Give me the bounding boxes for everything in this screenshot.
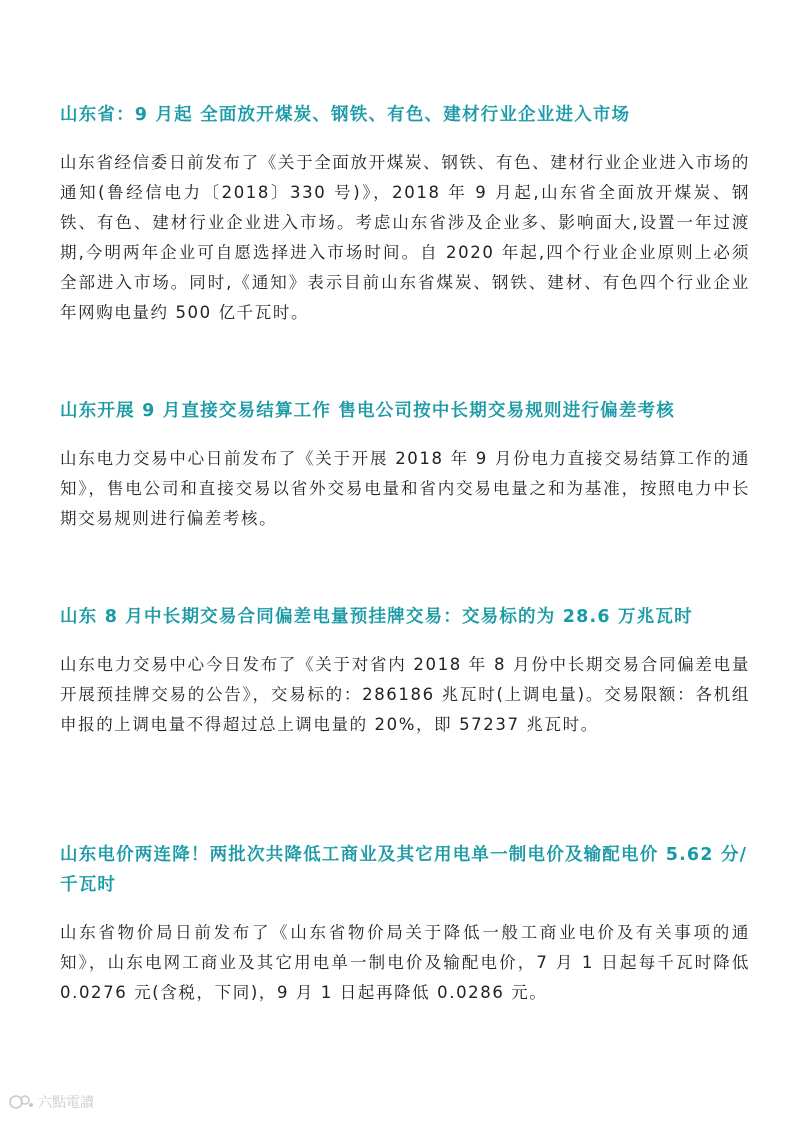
watermark-text: 六點電讀	[38, 1095, 94, 1111]
section-body: 山东省物价局日前发布了《山东省物价局关于降低一般工商业电价及有关事项的通知》，山东电网工商业及其它用电单一制电价及输配电价，7 月 1 日起每千瓦时降低 0.0276 元(含税，下同)，9 月 1 日起再降低 0.0286 元。	[60, 923, 750, 1002]
section-heading: 山东 8 月中长期交易合同偏差电量预挂牌交易：交易标的为 28.6 万兆瓦时	[60, 607, 693, 627]
section-heading: 山东省：9 月起 全面放开煤炭、钢铁、有色、建材行业企业进入市场	[60, 105, 631, 125]
article-section-2	[60, 396, 750, 534]
section-body: 山东电力交易中心今日发布了《关于对省内 2018 年 8 月份中长期交易合同偏差电量开展预挂牌交易的公告》，交易标的：286186 兆瓦时(上调电量)。交易限额：各机组申报的上调电量不得超过总上调电量的 20%，即 57237 兆瓦时。	[60, 655, 750, 734]
section-body: 山东省经信委日前发布了《关于全面放开煤炭、钢铁、有色、建材行业企业进入市场的通知(鲁经信电力〔2018〕330 号)》，2018 年 9 月起,山东省全面放开煤炭、钢铁、有色、建材行业企业进入市场。考虑山东省涉及企业多、影响面大,设置一年过渡期,今明两年企业可自愿选择进入市场时间。自 2020 年起,四个行业企业原则上必须全部进入市场。同时,《通知》表示目前山东省煤炭、钢铁、建材、有色四个行业企业年网购电量约 500 亿千瓦时。	[60, 153, 750, 322]
watermark	[8, 1092, 94, 1112]
section-body: 山东电力交易中心日前发布了《关于开展 2018 年 9 月份电力直接交易结算工作的通知》，售电公司和直接交易以省外交易电量和省内交易电量之和为基准，按照电力中长期交易规则进行偏差考核。	[60, 449, 750, 528]
section-heading: 山东开展 9 月直接交易结算工作 售电公司按中长期交易规则进行偏差考核	[60, 401, 675, 421]
article-section-1	[60, 100, 750, 328]
bubble-logo-icon	[8, 1093, 34, 1111]
section-heading: 山东电价两连降！两批次共降低工商业及其它用电单一制电价及输配电价 5.62 分/千瓦时	[60, 845, 748, 895]
article-section-3	[60, 602, 750, 740]
article-section-4	[60, 840, 750, 1008]
